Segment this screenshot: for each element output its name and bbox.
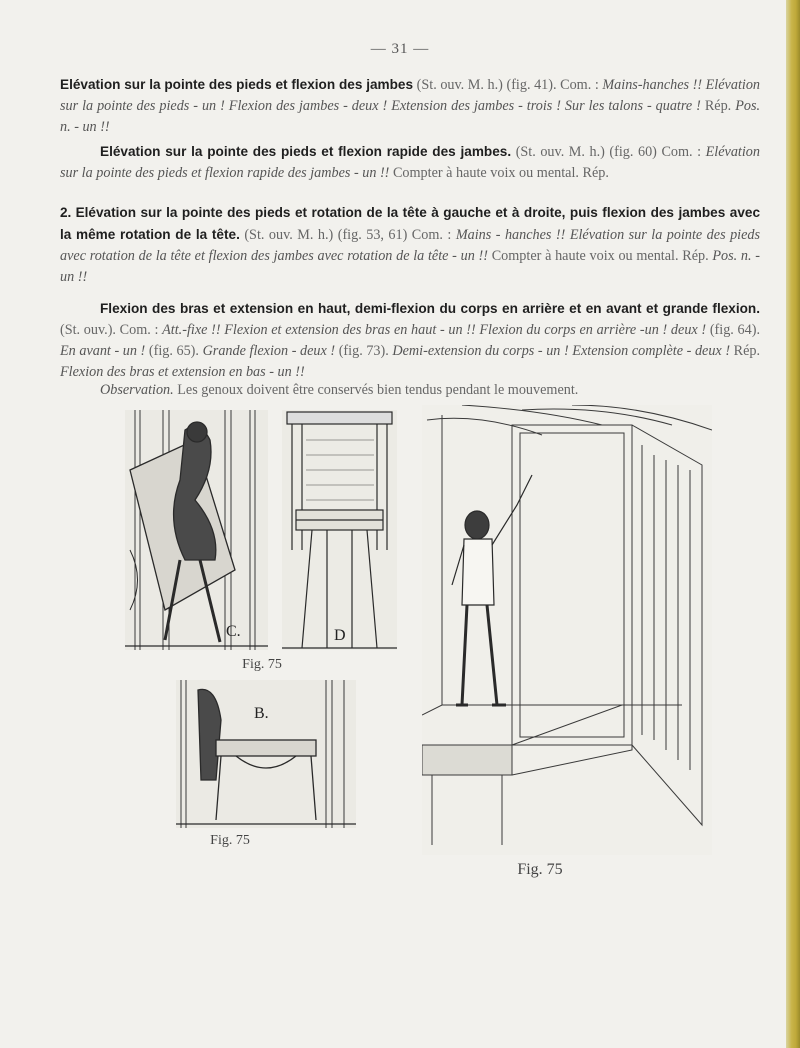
heading: Elévation sur la pointe des pieds et rotation de la tête à gauche et à droite, puis flexion des jambes avec la même rotation de la tête. xyxy=(60,205,760,242)
count-note: Compter à haute voix ou mental. Rép. xyxy=(392,165,609,181)
command: Mains-hanches !! Elévation sur la pointe des pieds - un ! Flexion des jambes - deux ! Extension des jambes - trois ! Sur les talons - quatre ! xyxy=(60,77,761,114)
item-number: 2. xyxy=(60,205,72,220)
figure-ref: (fig. 64). xyxy=(709,322,760,338)
count-note: Compter à haute voix ou mental. Rép. xyxy=(491,248,709,264)
heading: Flexion des bras et extension en haut, demi-flexion du corps en arrière et en avant et grande flexion. xyxy=(100,301,760,316)
page-edge xyxy=(786,0,800,1048)
repeat: Rép. xyxy=(704,98,732,114)
figure-ref: (fig. 65). xyxy=(148,343,199,359)
command: Grande flexion - deux ! xyxy=(202,343,336,359)
reference: (St. ouv.). Com. : xyxy=(60,322,159,338)
figure-ref: (fig. 73). xyxy=(338,343,389,359)
reference: (St. ouv. M. h.) (fig. 53, 61) Com. : xyxy=(244,227,452,243)
figure-caption: Fig. 75 xyxy=(517,861,563,878)
paragraph-3 xyxy=(60,202,760,288)
heading: Elévation sur la pointe des pieds et flexion rapide des jambes. xyxy=(100,144,512,159)
paragraph-2 xyxy=(60,141,760,184)
figure-apparatus xyxy=(176,680,356,828)
figure-wall-bars-gymnast xyxy=(125,410,268,650)
figure-doorframe-gymnast xyxy=(422,405,712,855)
command: Elévation sur la pointe des pieds et flexion rapide des jambes - un !! xyxy=(60,144,760,181)
figure-caption: Fig. 75 xyxy=(210,833,250,848)
paragraph-1 xyxy=(60,74,760,138)
observation xyxy=(60,380,760,401)
command: Att.-fixe !! Flexion et extension des bras en haut - un !! Flexion du corps en arrière -un ! deux ! xyxy=(162,322,707,338)
position: Pos. n. - un !! xyxy=(60,248,761,285)
command: Flexion des bras et extension en bas - un !! xyxy=(60,364,305,380)
position: Pos. n. - un !! xyxy=(60,98,761,135)
page-number: — 31 — xyxy=(370,41,430,57)
heading: Elévation sur la pointe des pieds et flexion des jambes xyxy=(60,77,414,92)
figure-caption: Fig. 75 xyxy=(242,657,282,672)
observation-label: Observation. xyxy=(100,382,174,398)
command: Demi-extension du corps - un ! Extension complète - deux ! xyxy=(392,343,731,359)
observation-text: Les genoux doivent être conservés bien tendus pendant le mouvement. xyxy=(177,382,579,398)
reference: (St. ouv. M. h.) (fig. 41). Com. : xyxy=(416,77,599,93)
command: En avant - un ! xyxy=(60,343,146,359)
figure-letter-c: C. xyxy=(226,623,241,640)
figure-letter-b: B. xyxy=(254,705,269,722)
figure-bench xyxy=(282,410,397,650)
paragraph-4 xyxy=(60,298,760,383)
repeat: Rép. xyxy=(733,343,761,359)
figure-letter-d: D xyxy=(334,627,346,644)
reference: (St. ouv. M. h.) (fig. 60) Com. : xyxy=(515,144,702,160)
command: Mains - hanches !! Elévation sur la pointe des pieds avec rotation de la tête et flexion des jambes avec rotation de la tête - un !! xyxy=(60,227,761,264)
